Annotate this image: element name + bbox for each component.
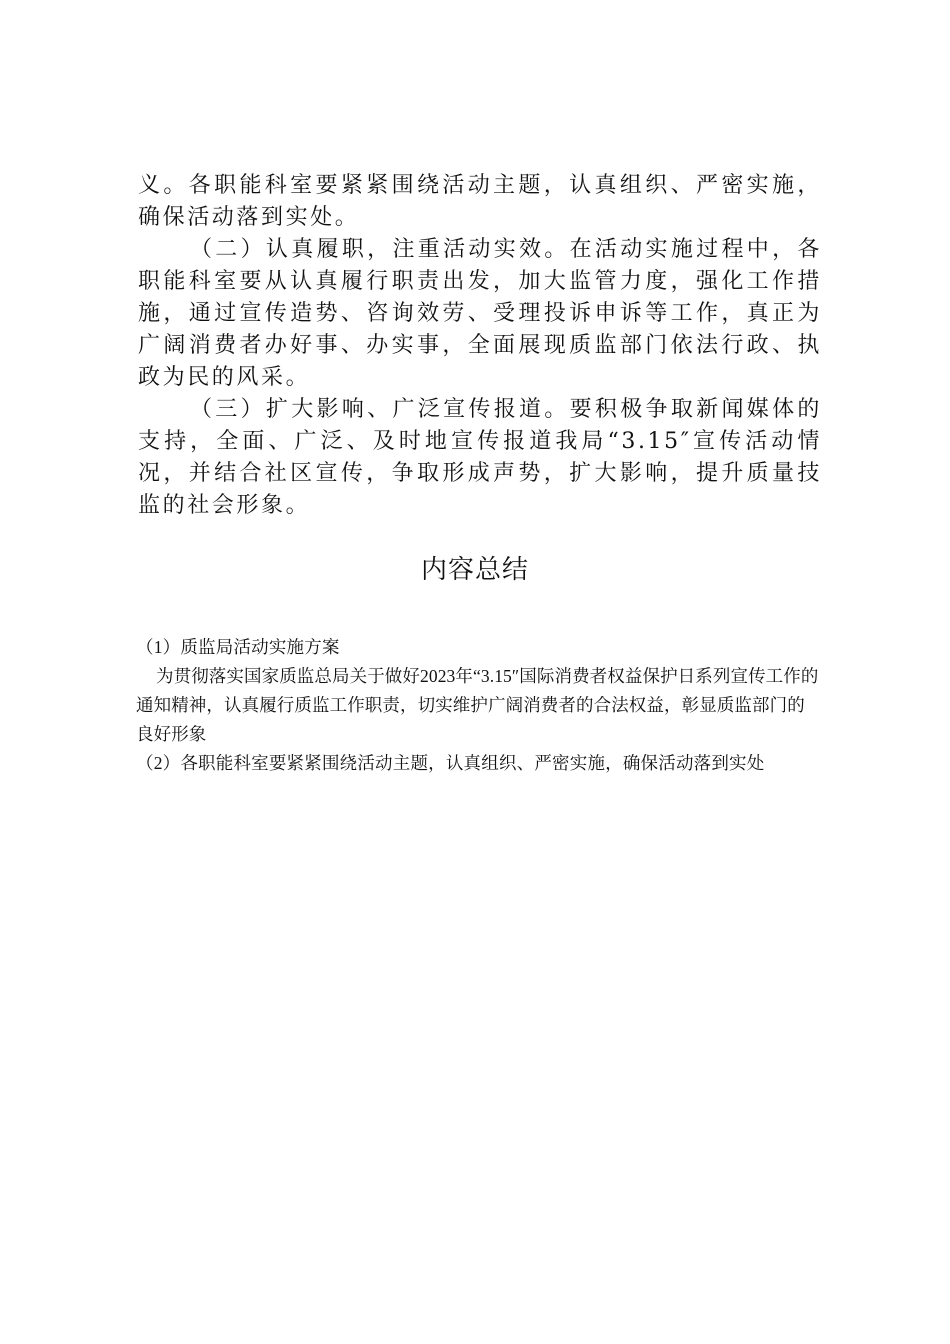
summary-item-1-heading: （1）质监局活动实施方案 [136, 637, 340, 657]
summary-title: 内容总结 [420, 555, 529, 585]
summary-item-1-body: 为贯彻落实国家质监总局关于做好2023年“3.15″国际消费者权益保护日系列宣传工作的通知精神，认真履行质监工作职责，切实维护广阔消费者的合法权益，彰显质监部门的良好形象 [136, 666, 819, 744]
summary-section [136, 633, 820, 778]
measure-paragraph-2: （二）认真履职，注重活动实效。在活动实施过程中，各职能科室要从认真履行职责出发，加大监管力度，强化工作措施，通过宣传造势、咨询效劳、受理投诉申诉等工作，真正为广阔消费者办好事、办实事，全面展现质监部门依法行政、执政为民的风采。 [138, 237, 822, 390]
measure-paragraph-3: （三）扩大影响、广泛宣传报道。要积极争取新闻媒体的支持，全面、广泛、及时地宣传报道我局“3.15″宣传活动情况，并结合社区宣传，争取形成声势，扩大影响，提升质量技监的社会形象。 [138, 397, 822, 518]
summary-item-2: （2）各职能科室要紧紧围绕活动主题，认真组织、严密实施，确保活动落到实处 [136, 753, 765, 773]
continuation-paragraph: 义。各职能科室要紧紧围绕活动主题，认真组织、严密实施，确保活动落到实处。 [138, 173, 822, 230]
body-text [138, 170, 822, 522]
